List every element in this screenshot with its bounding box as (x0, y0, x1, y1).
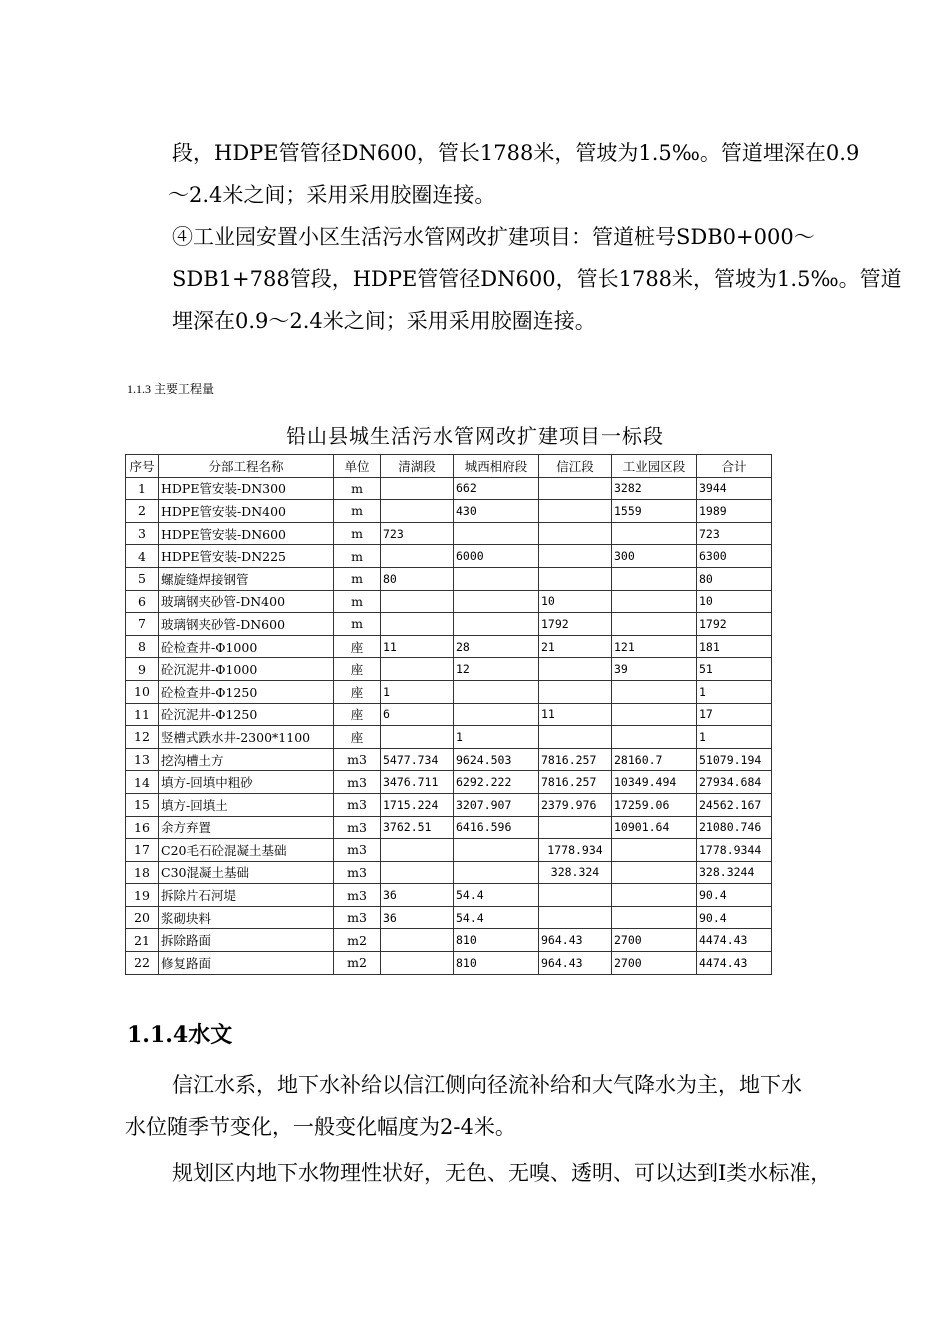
cell-xinjiang: 7816.257 (539, 771, 612, 794)
cell-item-name: 砼检查井-Φ1000 (159, 635, 334, 658)
table-row (126, 703, 772, 726)
cell-item-name: C20毛石砼混凝土基础 (159, 839, 334, 862)
cell-index: 12 (126, 726, 159, 749)
cell-index: 15 (126, 793, 159, 816)
quantities-table (125, 454, 772, 975)
table-row (126, 567, 772, 590)
header-unit: 单位 (334, 455, 381, 478)
cell-index: 17 (126, 839, 159, 862)
cell-industrial (612, 590, 697, 613)
cell-index: 6 (126, 590, 159, 613)
cell-index: 4 (126, 545, 159, 568)
cell-qinghu (381, 861, 454, 884)
cell-unit: 座 (334, 703, 381, 726)
cell-chengxi (454, 522, 539, 545)
paragraph-hydrology (125, 1064, 840, 1148)
cell-industrial (612, 884, 697, 907)
cell-industrial (612, 839, 697, 862)
cell-xinjiang (539, 816, 612, 839)
cell-total: 1792 (697, 613, 772, 636)
cell-item-name: 修复路面 (159, 952, 334, 975)
cell-xinjiang: 1792 (539, 613, 612, 636)
section-heading-1-1-3: 1.1.3 主要工程量 (127, 382, 215, 396)
cell-index: 13 (126, 748, 159, 771)
cell-xinjiang: 11 (539, 703, 612, 726)
cell-total: 90.4 (697, 906, 772, 929)
table-row (126, 793, 772, 816)
cell-item-name: 浆砌块料 (159, 906, 334, 929)
cell-unit: m (334, 545, 381, 568)
cell-index: 22 (126, 952, 159, 975)
header-chengxi: 城西相府段 (454, 455, 539, 478)
cell-total: 51 (697, 658, 772, 681)
cell-unit: m (334, 477, 381, 500)
cell-unit: m3 (334, 771, 381, 794)
table-row (126, 477, 772, 500)
cell-qinghu (381, 839, 454, 862)
paragraph-groundwater-quality (172, 1152, 840, 1194)
table-row (126, 545, 772, 568)
header-qinghu: 清湖段 (381, 455, 454, 478)
cell-index: 9 (126, 658, 159, 681)
cell-unit: m3 (334, 906, 381, 929)
cell-item-name: 余方弃置 (159, 816, 334, 839)
cell-xinjiang: 1778.934 (539, 839, 612, 862)
cell-index: 18 (126, 861, 159, 884)
cell-unit: m (334, 500, 381, 523)
cell-xinjiang: 7816.257 (539, 748, 612, 771)
cell-total: 27934.684 (697, 771, 772, 794)
section-heading-1-1-4: 1.1.4水文 (127, 1022, 233, 1048)
cell-qinghu (381, 477, 454, 500)
cell-total: 6300 (697, 545, 772, 568)
text-line: ～2.4米之间；采用采用胶圈连接。 (168, 183, 496, 207)
cell-industrial (612, 861, 697, 884)
table-row (126, 952, 772, 975)
cell-unit: m (334, 590, 381, 613)
cell-unit: m3 (334, 884, 381, 907)
cell-item-name: 拆除路面 (159, 929, 334, 952)
cell-total: 4474.43 (697, 952, 772, 975)
cell-chengxi (454, 839, 539, 862)
cell-xinjiang: 964.43 (539, 952, 612, 975)
cell-unit: m3 (334, 816, 381, 839)
cell-chengxi (454, 861, 539, 884)
cell-qinghu: 3762.51 (381, 816, 454, 839)
cell-chengxi: 6292.222 (454, 771, 539, 794)
cell-industrial: 300 (612, 545, 697, 568)
cell-industrial (612, 680, 697, 703)
cell-item-name: 玻璃钢夹砂管-DN600 (159, 613, 334, 636)
cell-industrial: 17259.06 (612, 793, 697, 816)
cell-index: 14 (126, 771, 159, 794)
cell-chengxi: 6000 (454, 545, 539, 568)
cell-qinghu: 1 (381, 680, 454, 703)
cell-index: 10 (126, 680, 159, 703)
header-total: 合计 (697, 455, 772, 478)
cell-industrial: 39 (612, 658, 697, 681)
cell-total: 1 (697, 726, 772, 749)
cell-xinjiang: 21 (539, 635, 612, 658)
cell-unit: m3 (334, 839, 381, 862)
cell-xinjiang (539, 567, 612, 590)
text-line: 埋深在0.9～2.4米之间；采用采用胶圈连接。 (172, 309, 596, 333)
cell-chengxi (454, 590, 539, 613)
cell-qinghu: 36 (381, 884, 454, 907)
cell-unit: m (334, 613, 381, 636)
paragraph-industrial-park-project (172, 216, 902, 342)
cell-qinghu: 11 (381, 635, 454, 658)
table-row (126, 839, 772, 862)
cell-unit: m2 (334, 929, 381, 952)
cell-index: 5 (126, 567, 159, 590)
cell-xinjiang (539, 884, 612, 907)
cell-qinghu (381, 500, 454, 523)
cell-qinghu: 723 (381, 522, 454, 545)
cell-industrial: 3282 (612, 477, 697, 500)
cell-xinjiang: 328.324 (539, 861, 612, 884)
cell-total: 3944 (697, 477, 772, 500)
table-row (126, 929, 772, 952)
cell-item-name: 拆除片石河堤 (159, 884, 334, 907)
cell-unit: m (334, 522, 381, 545)
cell-total: 10 (697, 590, 772, 613)
cell-item-name: C30混凝土基础 (159, 861, 334, 884)
cell-chengxi: 3207.907 (454, 793, 539, 816)
cell-chengxi: 54.4 (454, 906, 539, 929)
cell-index: 1 (126, 477, 159, 500)
cell-item-name: 砼沉泥井-Φ1000 (159, 658, 334, 681)
cell-item-name: HDPE管安装-DN300 (159, 477, 334, 500)
table-row (126, 658, 772, 681)
paragraph-pipe-section-3 (168, 132, 860, 216)
cell-qinghu (381, 613, 454, 636)
cell-qinghu: 3476.711 (381, 771, 454, 794)
table-row (126, 635, 772, 658)
cell-industrial (612, 613, 697, 636)
cell-index: 11 (126, 703, 159, 726)
cell-xinjiang (539, 906, 612, 929)
cell-chengxi (454, 567, 539, 590)
cell-industrial (612, 906, 697, 929)
table-row (126, 884, 772, 907)
cell-qinghu: 80 (381, 567, 454, 590)
text-line: ④工业园安置小区生活污水管网改扩建项目：管道桩号SDB0+000～ (172, 225, 815, 249)
cell-xinjiang: 10 (539, 590, 612, 613)
cell-industrial: 121 (612, 635, 697, 658)
header-index: 序号 (126, 455, 159, 478)
cell-total: 51079.194 (697, 748, 772, 771)
cell-qinghu (381, 929, 454, 952)
text-line: 水位随季节变化，一般变化幅度为2-4米。 (125, 1115, 516, 1139)
cell-unit: 座 (334, 635, 381, 658)
cell-index: 2 (126, 500, 159, 523)
cell-industrial (612, 567, 697, 590)
cell-industrial: 10349.494 (612, 771, 697, 794)
text-line: SDB1+788管段，HDPE管管径DN600，管长1788米，管坡为1.5‰。管道 (172, 267, 902, 291)
table-row (126, 726, 772, 749)
table-row (126, 522, 772, 545)
cell-index: 16 (126, 816, 159, 839)
text-line: 段，HDPE管管径DN600，管长1788米，管坡为1.5‰。管道埋深在0.9 (172, 141, 860, 165)
table-row (126, 613, 772, 636)
cell-total: 328.3244 (697, 861, 772, 884)
table-row (126, 906, 772, 929)
cell-industrial (612, 522, 697, 545)
cell-unit: m (334, 567, 381, 590)
cell-item-name: HDPE管安装-DN400 (159, 500, 334, 523)
cell-chengxi: 662 (454, 477, 539, 500)
cell-chengxi: 430 (454, 500, 539, 523)
table-row (126, 771, 772, 794)
cell-qinghu: 5477.734 (381, 748, 454, 771)
cell-qinghu (381, 545, 454, 568)
cell-industrial: 2700 (612, 952, 697, 975)
header-item-name: 分部工程名称 (159, 455, 334, 478)
cell-xinjiang (539, 500, 612, 523)
cell-total: 181 (697, 635, 772, 658)
table-row (126, 590, 772, 613)
cell-industrial: 28160.7 (612, 748, 697, 771)
cell-item-name: 砼检查井-Φ1250 (159, 680, 334, 703)
cell-industrial: 2700 (612, 929, 697, 952)
cell-qinghu: 1715.224 (381, 793, 454, 816)
table-header-row (126, 455, 772, 478)
cell-chengxi: 810 (454, 929, 539, 952)
cell-chengxi (454, 613, 539, 636)
cell-chengxi: 6416.596 (454, 816, 539, 839)
cell-xinjiang: 2379.976 (539, 793, 612, 816)
cell-chengxi: 9624.503 (454, 748, 539, 771)
cell-total: 723 (697, 522, 772, 545)
cell-index: 8 (126, 635, 159, 658)
text-line: 规划区内地下水物理性状好，无色、无嗅、透明、可以达到Ⅰ类水标准， (172, 1161, 832, 1185)
cell-index: 20 (126, 906, 159, 929)
cell-total: 21080.746 (697, 816, 772, 839)
cell-item-name: 砼沉泥井-Φ1250 (159, 703, 334, 726)
header-industrial: 工业园区段 (612, 455, 697, 478)
cell-unit: 座 (334, 680, 381, 703)
cell-chengxi: 12 (454, 658, 539, 681)
cell-qinghu: 6 (381, 703, 454, 726)
table-row (126, 861, 772, 884)
table-row (126, 500, 772, 523)
cell-unit: m3 (334, 793, 381, 816)
table-body (126, 477, 772, 974)
cell-xinjiang (539, 522, 612, 545)
cell-item-name: 填方-回填土 (159, 793, 334, 816)
cell-total: 1 (697, 680, 772, 703)
cell-qinghu (381, 726, 454, 749)
cell-item-name: HDPE管安装-DN600 (159, 522, 334, 545)
cell-unit: m3 (334, 748, 381, 771)
cell-unit: m2 (334, 952, 381, 975)
cell-chengxi: 54.4 (454, 884, 539, 907)
text-line: 信江水系，地下水补给以信江侧向径流补给和大气降水为主，地下水 (172, 1073, 802, 1097)
cell-xinjiang (539, 477, 612, 500)
table-row (126, 816, 772, 839)
cell-item-name: HDPE管安装-DN225 (159, 545, 334, 568)
table-row (126, 748, 772, 771)
cell-xinjiang (539, 726, 612, 749)
table-row (126, 680, 772, 703)
cell-industrial: 1559 (612, 500, 697, 523)
cell-index: 19 (126, 884, 159, 907)
cell-total: 24562.167 (697, 793, 772, 816)
cell-chengxi: 28 (454, 635, 539, 658)
cell-total: 1778.9344 (697, 839, 772, 862)
cell-item-name: 竖槽式跌水井-2300*1100 (159, 726, 334, 749)
cell-item-name: 挖沟槽土方 (159, 748, 334, 771)
cell-total: 90.4 (697, 884, 772, 907)
cell-total: 80 (697, 567, 772, 590)
cell-chengxi (454, 703, 539, 726)
cell-qinghu (381, 952, 454, 975)
cell-chengxi (454, 680, 539, 703)
cell-xinjiang: 964.43 (539, 929, 612, 952)
cell-index: 3 (126, 522, 159, 545)
cell-total: 17 (697, 703, 772, 726)
cell-item-name: 填方-回填中粗砂 (159, 771, 334, 794)
cell-unit: 座 (334, 726, 381, 749)
cell-item-name: 螺旋缝焊接钢管 (159, 567, 334, 590)
cell-qinghu: 36 (381, 906, 454, 929)
cell-chengxi: 1 (454, 726, 539, 749)
cell-qinghu (381, 590, 454, 613)
cell-xinjiang (539, 680, 612, 703)
cell-xinjiang (539, 658, 612, 681)
cell-industrial: 10901.64 (612, 816, 697, 839)
table-title: 铅山县城生活污水管网改扩建项目一标段 (286, 424, 664, 448)
header-xinjiang: 信江段 (539, 455, 612, 478)
cell-total: 1989 (697, 500, 772, 523)
cell-industrial (612, 703, 697, 726)
cell-xinjiang (539, 545, 612, 568)
cell-index: 21 (126, 929, 159, 952)
cell-unit: m3 (334, 861, 381, 884)
cell-unit: 座 (334, 658, 381, 681)
cell-item-name: 玻璃钢夹砂管-DN400 (159, 590, 334, 613)
cell-qinghu (381, 658, 454, 681)
cell-chengxi: 810 (454, 952, 539, 975)
cell-total: 4474.43 (697, 929, 772, 952)
cell-index: 7 (126, 613, 159, 636)
cell-industrial (612, 726, 697, 749)
